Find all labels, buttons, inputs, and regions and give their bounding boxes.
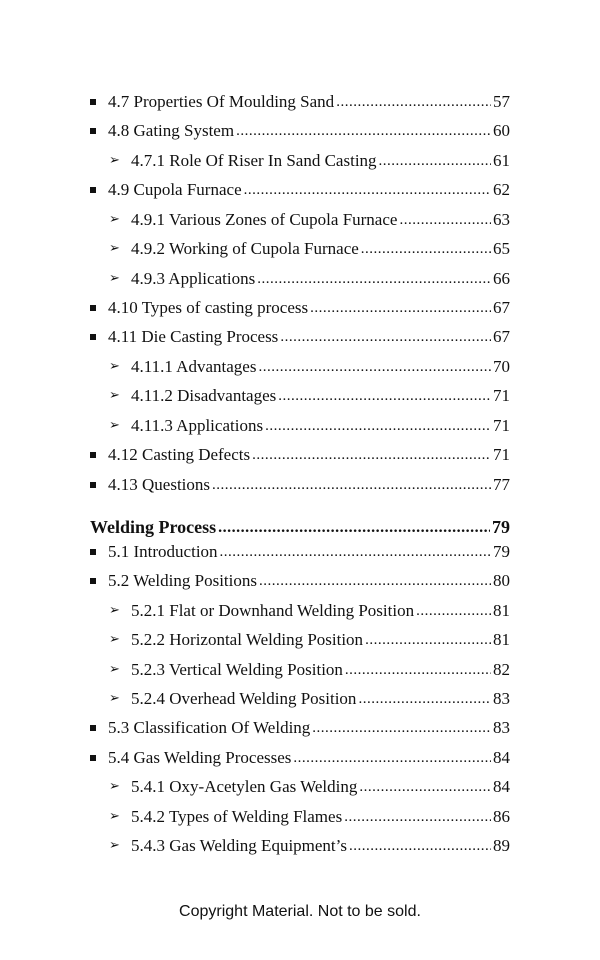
toc-entry-title: 5.4.1 Oxy-Acetylen Gas Welding	[131, 777, 358, 796]
toc-entry[interactable]	[90, 294, 510, 318]
dot-leader	[278, 386, 491, 406]
toc-entry-title: 4.8 Gating System	[108, 121, 235, 140]
square-bullet-icon	[90, 99, 96, 105]
dot-leader	[345, 660, 491, 680]
toc-entry-page: 70	[493, 357, 510, 376]
toc-subentry[interactable]	[109, 597, 510, 621]
toc-entry-page: 61	[493, 151, 510, 170]
toc-entry-page: 83	[493, 689, 510, 708]
arrow-bullet-icon: ➢	[109, 632, 120, 647]
arrow-bullet-icon: ➢	[109, 359, 120, 374]
toc-entry-page: 67	[493, 298, 510, 317]
toc-subentry[interactable]	[109, 147, 510, 171]
dot-leader	[257, 269, 491, 289]
arrow-bullet-icon: ➢	[109, 271, 120, 286]
arrow-bullet-icon: ➢	[109, 838, 120, 853]
dot-leader	[365, 630, 491, 650]
toc-entry-page: 63	[493, 210, 510, 229]
toc-entry-title: 5.3 Classification Of Welding	[108, 718, 311, 737]
toc-entry-page: 79	[493, 542, 510, 561]
toc-entry[interactable]	[90, 471, 510, 495]
toc-subentry[interactable]	[109, 353, 510, 377]
square-bullet-icon	[90, 755, 96, 761]
toc-entry[interactable]	[90, 538, 510, 562]
toc-entry[interactable]	[90, 88, 510, 112]
toc-entry-title: 5.2.3 Vertical Welding Position	[131, 660, 343, 679]
arrow-bullet-icon: ➢	[109, 241, 120, 256]
toc-entry-page: 67	[493, 327, 510, 346]
dot-leader	[280, 327, 491, 347]
toc-entry-page: 83	[493, 718, 510, 737]
square-bullet-icon	[90, 549, 96, 555]
dot-leader	[244, 180, 491, 200]
toc-entry-page: 77	[493, 475, 510, 494]
arrow-bullet-icon: ➢	[109, 662, 120, 677]
chapter-title: Welding Process	[90, 517, 217, 537]
toc-entry-page: 80	[493, 571, 510, 590]
toc-entry-title: 5.1 Introduction	[108, 542, 218, 561]
dot-leader	[293, 748, 491, 768]
toc-entry-page: 82	[493, 660, 510, 679]
toc-entry-title: 5.2.4 Overhead Welding Position	[131, 689, 357, 708]
square-bullet-icon	[90, 452, 96, 458]
toc-entry-page: 57	[493, 92, 510, 111]
toc-subentry[interactable]	[109, 206, 510, 230]
toc-entry-page: 66	[493, 269, 510, 288]
square-bullet-icon	[90, 482, 96, 488]
copyright-footer: Copyright Material. Not to be sold.	[179, 903, 421, 920]
square-bullet-icon	[90, 128, 96, 134]
dot-leader	[312, 718, 491, 738]
dot-leader	[344, 807, 491, 827]
toc-entry-title: 5.2 Welding Positions	[108, 571, 257, 590]
toc-entry-page: 71	[493, 445, 510, 464]
toc-subentry[interactable]	[109, 656, 510, 680]
chapter-page: 79	[492, 517, 510, 537]
toc-entry-page: 62	[493, 180, 510, 199]
toc-entry-title: 4.7 Properties Of Moulding Sand	[108, 92, 335, 111]
toc-entry-title: 5.2.1 Flat or Downhand Welding Position	[131, 601, 415, 620]
toc-entry-title: 5.4 Gas Welding Processes	[108, 748, 292, 767]
toc-entry-title: 4.12 Casting Defects	[108, 445, 251, 464]
toc-entry-title: 4.9.2 Working of Cupola Furnace	[131, 239, 359, 258]
toc-subentry[interactable]	[109, 626, 510, 650]
toc-subentry[interactable]	[109, 773, 510, 797]
square-bullet-icon	[90, 187, 96, 193]
toc-subentry[interactable]	[109, 235, 510, 259]
toc-entry[interactable]	[90, 441, 510, 465]
toc-subentry[interactable]	[109, 685, 510, 709]
dot-leader	[258, 357, 491, 377]
toc-entry-title: 4.11 Die Casting Process	[108, 327, 279, 346]
toc-entry[interactable]	[90, 714, 510, 738]
toc-entry[interactable]	[90, 567, 510, 591]
arrow-bullet-icon: ➢	[109, 809, 120, 824]
toc-entry-page: 71	[493, 416, 510, 435]
toc-entry-title: 4.9.1 Various Zones of Cupola Furnace	[131, 210, 398, 229]
dot-leader	[218, 518, 490, 538]
arrow-bullet-icon: ➢	[109, 388, 120, 403]
toc-entry-page: 60	[493, 121, 510, 140]
toc-entry-title: 4.10 Types of casting process	[108, 298, 309, 317]
toc-entry-title: 4.11.2 Disadvantages	[131, 386, 277, 405]
toc-entry-title: 4.7.1 Role Of Riser In Sand Casting	[131, 151, 377, 170]
dot-leader	[399, 210, 491, 230]
toc-entry-title: 4.9 Cupola Furnace	[108, 180, 242, 199]
toc-subentry[interactable]	[109, 382, 510, 406]
dot-leader	[416, 601, 491, 621]
toc-entry-page: 81	[493, 601, 510, 620]
arrow-bullet-icon: ➢	[109, 153, 120, 168]
toc-subentry[interactable]	[109, 832, 510, 856]
dot-leader	[379, 151, 491, 171]
toc-entry-page: 71	[493, 386, 510, 405]
toc-entry-page: 81	[493, 630, 510, 649]
toc-entry-title: 4.11.1 Advantages	[131, 357, 257, 376]
toc-entry-page: 84	[493, 777, 510, 796]
toc-subentry[interactable]	[109, 803, 510, 827]
toc-entry-title: 5.4.2 Types of Welding Flames	[131, 807, 343, 826]
toc-entry-title: 4.13 Questions	[108, 475, 210, 494]
dot-leader	[359, 777, 491, 797]
toc-entry-page: 86	[493, 807, 510, 826]
dot-leader	[236, 121, 491, 141]
square-bullet-icon	[90, 725, 96, 731]
dot-leader	[349, 836, 491, 856]
toc-entry-page: 84	[493, 748, 510, 767]
toc-entry[interactable]	[90, 744, 510, 768]
toc-entry[interactable]	[90, 176, 510, 200]
square-bullet-icon	[90, 578, 96, 584]
toc-entry-title: 5.4.3 Gas Welding Equipment’s	[131, 836, 347, 855]
toc-entry-page: 89	[493, 836, 510, 855]
square-bullet-icon	[90, 305, 96, 311]
dot-leader	[310, 298, 491, 318]
toc-entry[interactable]	[90, 323, 510, 347]
dot-leader	[252, 445, 491, 465]
toc-entry-page: 65	[493, 239, 510, 258]
dot-leader	[358, 689, 491, 709]
arrow-bullet-icon: ➢	[109, 418, 120, 433]
dot-leader	[361, 239, 491, 259]
dot-leader	[220, 542, 491, 562]
arrow-bullet-icon: ➢	[109, 212, 120, 227]
arrow-bullet-icon: ➢	[109, 691, 120, 706]
dot-leader	[336, 92, 491, 112]
dot-leader	[265, 416, 491, 436]
dot-leader	[259, 571, 491, 591]
chapter-heading[interactable]	[90, 512, 510, 538]
dot-leader	[212, 475, 491, 495]
toc-subentry[interactable]	[109, 412, 510, 436]
arrow-bullet-icon: ➢	[109, 779, 120, 794]
arrow-bullet-icon: ➢	[109, 603, 120, 618]
toc-entry-title: 5.2.2 Horizontal Welding Position	[131, 630, 364, 649]
toc-entry-title: 4.11.3 Applications	[131, 416, 264, 435]
square-bullet-icon	[90, 334, 96, 340]
toc-subentry[interactable]	[109, 265, 510, 289]
toc-entry[interactable]	[90, 117, 510, 141]
toc-entry-title: 4.9.3 Applications	[131, 269, 256, 288]
